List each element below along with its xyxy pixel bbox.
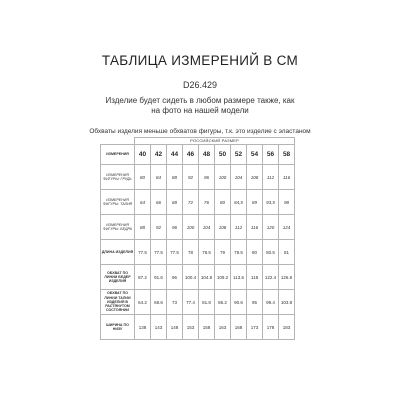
table-row xyxy=(101,190,295,215)
table-cell: 183 xyxy=(279,315,295,340)
table-cell: 78 xyxy=(183,240,199,265)
header-label: ИЗМЕРЕНИЯ xyxy=(101,145,135,165)
table-band-row xyxy=(101,138,295,145)
size-header: 52 xyxy=(231,145,247,165)
table-cell: 103.8 xyxy=(279,290,295,315)
table-cell: 80 xyxy=(215,190,231,215)
table-cell: 148 xyxy=(167,315,183,340)
table-cell: 80 xyxy=(135,165,151,190)
size-header: 40 xyxy=(135,145,151,165)
table-cell: 126.8 xyxy=(279,265,295,290)
table-row xyxy=(101,315,295,340)
table-cell: 68 xyxy=(167,190,183,215)
table-cell: 81 xyxy=(279,240,295,265)
table-cell: 79.5 xyxy=(231,240,247,265)
table-cell: 92 xyxy=(183,165,199,190)
table-cell: 77.5 xyxy=(151,240,167,265)
table-cell: 116 xyxy=(247,215,263,240)
table-cell: 116 xyxy=(279,165,295,190)
table-cell: 104 xyxy=(231,165,247,190)
page-title: ТАБЛИЦА ИЗМЕРЕНИЙ В СМ xyxy=(101,53,299,68)
table-cell: 64.2 xyxy=(135,290,151,315)
table-cell: 64 xyxy=(135,190,151,215)
size-band-label: РОССИЙСКИЙ РАЗМЕР xyxy=(135,138,295,145)
table-cell: 84 xyxy=(151,165,167,190)
table-cell: 108 xyxy=(247,165,263,190)
table-cell: 90.6 xyxy=(231,290,247,315)
table-cell: 178 xyxy=(263,315,279,340)
table-row xyxy=(101,240,295,265)
table-cell: 138 xyxy=(135,315,151,340)
row-label: ОБХВАТ ПО ЛИНИИ ТАЛИИ ИЗДЕЛИЯ В РАСТЯНУТОМ СОСТОЯНИИ xyxy=(101,290,135,315)
row-label: ИЗМЕРЕНИЯ ФИГУРЫ: ГРУДЬ xyxy=(101,165,135,190)
row-label: ДЛИНА ИЗДЕЛИЯ xyxy=(101,240,135,265)
table-cell: 93,5 xyxy=(263,190,279,215)
elastane-note: Обхваты изделия меньше обхватов фигуры, т.к. это изделие с эластаном xyxy=(89,128,311,135)
table-cell: 77.5 xyxy=(135,240,151,265)
table-cell: 118 xyxy=(247,265,263,290)
table-cell: 120 xyxy=(263,215,279,240)
table-cell: 168 xyxy=(231,315,247,340)
table-cell: 72 xyxy=(183,190,199,215)
table-cell: 80 xyxy=(247,240,263,265)
table-cell: 84,5 xyxy=(231,190,247,215)
size-header: 48 xyxy=(199,145,215,165)
size-header: 50 xyxy=(215,145,231,165)
size-header: 46 xyxy=(183,145,199,165)
table-header-row xyxy=(101,145,295,165)
size-header: 44 xyxy=(167,145,183,165)
table-cell: 77.5 xyxy=(167,240,183,265)
table-corner xyxy=(101,138,135,145)
fit-note: Изделие будет сидеть в любом размере также, как на фото на нашей модели xyxy=(105,96,295,115)
table-cell: 124 xyxy=(279,215,295,240)
table-cell: 89 xyxy=(247,190,263,215)
table-cell: 68.6 xyxy=(151,290,167,315)
table-cell: 80.5 xyxy=(263,240,279,265)
table-cell: 104.8 xyxy=(199,265,215,290)
table-row xyxy=(101,265,295,290)
row-label: ШИРИНА ПО НИЗУ xyxy=(101,315,135,340)
row-label: ИЗМЕРЕНИЯ ФИГУРЫ: ТАЛИЯ xyxy=(101,190,135,215)
table-cell: 86.2 xyxy=(215,290,231,315)
table-row xyxy=(101,165,295,190)
table-cell: 92 xyxy=(151,215,167,240)
table-cell: 158 xyxy=(199,315,215,340)
size-header: 58 xyxy=(279,145,295,165)
table-cell: 153 xyxy=(183,315,199,340)
table-cell: 76 xyxy=(199,190,215,215)
table-cell: 173 xyxy=(247,315,263,340)
product-code: D26.429 xyxy=(182,80,218,90)
table-cell: 81.8 xyxy=(199,290,215,315)
size-table xyxy=(100,137,295,340)
table-cell: 108 xyxy=(215,215,231,240)
size-header: 42 xyxy=(151,145,167,165)
table-cell: 100.4 xyxy=(183,265,199,290)
table-cell: 96 xyxy=(167,265,183,290)
table-row xyxy=(101,215,295,240)
table-cell: 73 xyxy=(167,290,183,315)
table-cell: 109.2 xyxy=(215,265,231,290)
table-cell: 113.6 xyxy=(231,265,247,290)
table-cell: 77.4 xyxy=(183,290,199,315)
table-cell: 95 xyxy=(247,290,263,315)
table-cell: 87.2 xyxy=(135,265,151,290)
table-cell: 79 xyxy=(215,240,231,265)
table-cell: 122.4 xyxy=(263,265,279,290)
table-cell: 99.4 xyxy=(263,290,279,315)
table-cell: 91.6 xyxy=(151,265,167,290)
table-cell: 143 xyxy=(151,315,167,340)
table-cell: 96 xyxy=(167,215,183,240)
size-header: 56 xyxy=(263,145,279,165)
table-cell: 112 xyxy=(231,215,247,240)
table-cell: 98 xyxy=(279,190,295,215)
table-cell: 104 xyxy=(199,215,215,240)
table-cell: 88 xyxy=(135,215,151,240)
table-cell: 78.5 xyxy=(199,240,215,265)
table-row xyxy=(101,290,295,315)
table-cell: 100 xyxy=(183,215,199,240)
row-label: ИЗМЕРЕНИЯ ФИГУРЫ: БЕДРА xyxy=(101,215,135,240)
table-cell: 100 xyxy=(215,165,231,190)
table-cell: 96 xyxy=(199,165,215,190)
table-cell: 88 xyxy=(167,165,183,190)
table-cell: 163 xyxy=(215,315,231,340)
table-cell: 66 xyxy=(151,190,167,215)
table-cell: 112 xyxy=(263,165,279,190)
row-label: ОБХВАТ ПО ЛИНИИ БЕДЕР ИЗДЕЛИЯ xyxy=(101,265,135,290)
size-header: 54 xyxy=(247,145,263,165)
